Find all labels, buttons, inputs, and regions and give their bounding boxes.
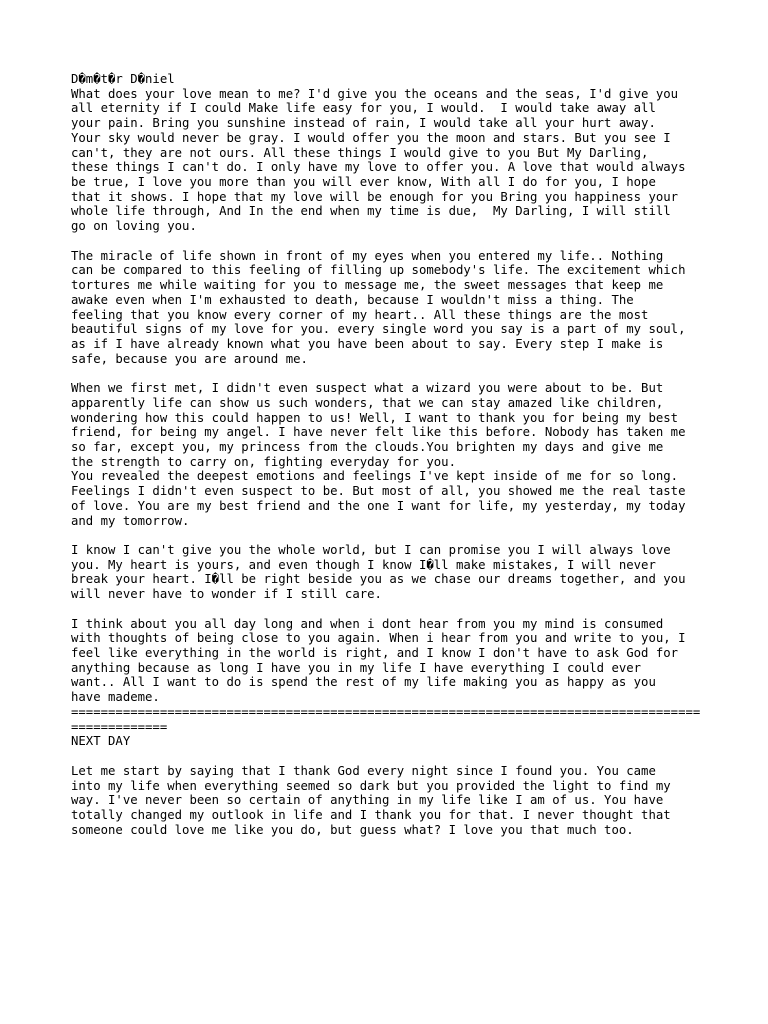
text-line: and my tomorrow.: [71, 513, 190, 528]
text-line: break your heart. I�ll be right beside you as we chase our dreams together, and you: [71, 572, 686, 587]
text-line: I know I can't give you the whole world, but I can promise you I will always love: [71, 543, 671, 557]
text-line: so far, except you, my princess from the clouds.You brighten my days and give me: [71, 439, 664, 454]
text-line: someone could love me like you do, but guess what? I love you that much too.: [71, 822, 634, 837]
text-line: Let me start by saying that I thank God every night since I found you. You came: [71, 763, 656, 778]
text-line: Feelings I didn't even suspect to be. But most of all, you showed me the real taste: [71, 484, 686, 499]
text-line: feel like everything in the world is right, and I know I don't have to ask God for: [71, 646, 679, 661]
text-line: whole life through, And In the end when my time is due, My Darling, I will still: [71, 204, 671, 219]
text-line: can't, they are not ours. All these things I would give to you But My Darling,: [71, 145, 649, 160]
text-line: all eternity if I could Make life easy for you, I would. I would take away all: [71, 101, 656, 116]
text-line: want.. All I want to do is spend the rest of my life making you as happy as you: [71, 675, 656, 690]
paragraph-gap: [71, 749, 704, 764]
text-line: safe, because you are around me.: [71, 351, 308, 366]
text-line: beautiful signs of my love for you. every single word you say is a part of my soul,: [71, 322, 686, 337]
text-line: go on loving you.: [71, 219, 197, 234]
text-line: I think about you all day long and when i dont hear from you my mind is consumed: [71, 616, 664, 631]
text-line: =====================================================================================: [71, 704, 701, 719]
text-line: these things I can't do. I only have my love to offer you. A love that would always: [71, 160, 686, 175]
text-line: have mademe.: [71, 690, 160, 705]
paragraph-gap: [71, 602, 704, 617]
text-line: apparently life can show us such wonders, that we can stay amazed like children,: [71, 395, 664, 410]
text-line: can be compared to this feeling of filling up somebody's life. The excitement which: [71, 263, 686, 278]
text-line: with thoughts of being close to you again. When i hear from you and write to you, I: [71, 631, 686, 646]
text-line: anything because as long I have you in my life I have everything I could ever: [71, 660, 642, 675]
text-line: NEXT DAY: [71, 734, 131, 749]
paragraph-gap: [71, 366, 704, 381]
text-line: be true, I love you more than you will ever know, With all I do for you, I hope: [71, 175, 656, 190]
text-line: awake even when I'm exhausted to death, because I wouldn't miss a thing. The: [71, 292, 634, 307]
document-body: [71, 72, 704, 837]
text-line: You revealed the deepest emotions and feelings I've kept inside of me for so long.: [71, 469, 679, 484]
text-line: will never have to wonder if I still care.: [71, 587, 382, 602]
text-line: Your sky would never be gray. I would offer you the moon and stars. But you see I: [71, 130, 671, 145]
text-line: of love. You are my best friend and the one I want for life, my yesterday, my today: [71, 498, 686, 513]
paragraph-gap: [71, 234, 704, 249]
text-line: feeling that you know every corner of my heart.. All these things are the most: [71, 307, 649, 322]
text-line: the strength to carry on, fighting everyday for you.: [71, 454, 456, 469]
text-line: wondering how this could happen to us! Well, I want to thank you for being my best: [71, 410, 679, 425]
text-line: The miracle of life shown in front of my eyes when you entered my life.. Nothing: [71, 248, 664, 263]
document-header: D�m�t�r D�niel: [71, 72, 175, 86]
paragraph-gap: [71, 528, 704, 543]
text-line: What does your love mean to me? I'd give you the oceans and the seas, I'd give you: [71, 86, 679, 101]
text-line: your pain. Bring you sunshine instead of rain, I would take all your hurt away.: [71, 116, 656, 131]
text-line: you. My heart is yours, and even though I know I�ll make mistakes, I will never: [71, 557, 656, 572]
text-line: totally changed my outlook in life and I thank you for that. I never thought that: [71, 807, 671, 822]
text-line: friend, for being my angel. I have never felt like this before. Nobody has taken me: [71, 425, 686, 440]
text-line: When we first met, I didn't even suspect what a wizard you were about to be. But: [71, 381, 664, 396]
text-line: into my life when everything seemed so dark but you provided the light to find my: [71, 778, 671, 793]
text-line: tortures me while waiting for you to message me, the sweet messages that keep me: [71, 278, 664, 293]
text-line: way. I've never been so certain of anything in my life like I am of us. You have: [71, 793, 664, 808]
text-line: =============: [71, 719, 168, 734]
text-line: as if I have already known what you have been about to say. Every step I make is: [71, 336, 664, 351]
text-line: that it shows. I hope that my love will be enough for you Bring you happiness your: [71, 189, 679, 204]
